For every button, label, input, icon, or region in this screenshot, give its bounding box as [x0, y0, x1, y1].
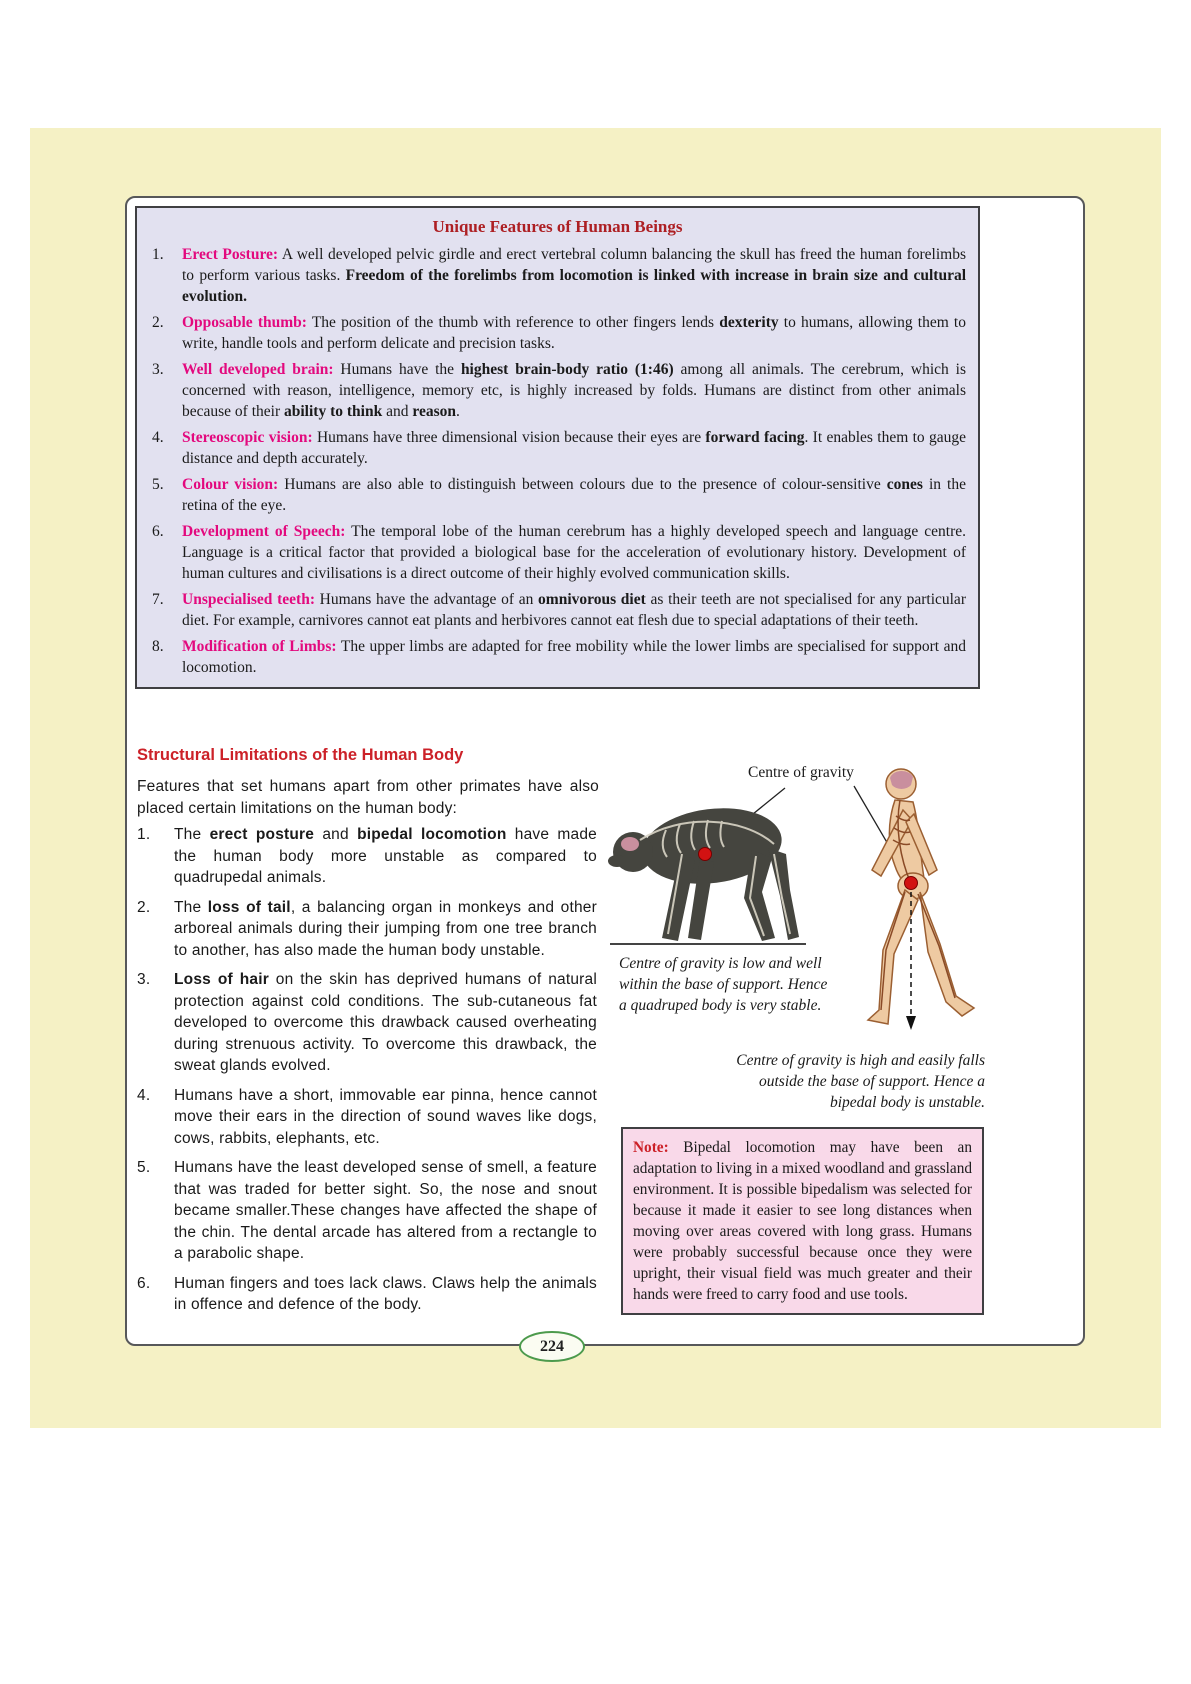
- structural-item: [137, 1157, 597, 1265]
- feature-text: [182, 474, 966, 516]
- feature-item: [149, 427, 966, 469]
- feature-number: 5.: [152, 476, 164, 493]
- feature-item: [149, 521, 966, 584]
- feature-text: [182, 427, 966, 469]
- feature-text: [182, 521, 966, 584]
- feature-item: [149, 359, 966, 422]
- feature-number: 8.: [152, 638, 164, 655]
- unique-features-box: [135, 206, 980, 689]
- feature-label: Colour vision:: [182, 476, 279, 493]
- human-brain: [890, 771, 913, 789]
- note-box: [621, 1127, 984, 1315]
- structural-text: The erect posture and bipedal locomotion have made the human body more unstable as compared to quadrupedal animals.: [174, 826, 597, 886]
- structural-text: Humans have the least developed sense of smell, a feature that was traded for better sight. So, the nose and snout became smaller.These changes have affected the shape of the chin. The dental arcade has altered from a rectangle to a parabolic shape.: [174, 1159, 597, 1262]
- note-text: Note: Bipedal locomotion may have been an adaptation to living in a mixed woodland and grassland environment. It is possible bipedalism was selected for because it made it easier to see long distances when moving over areas covered with long grass. Humans were probably successful because once they were upright, their visual field was much greater and their hands were freed to carry food and use tools.: [633, 1139, 973, 1303]
- structural-text: Humans have a short, immovable ear pinna, hence cannot move their ears in the direction of sound waves like dogs, cows, rabbits, elephants, etc.: [174, 1086, 597, 1147]
- structural-items-list: [137, 824, 597, 1324]
- structural-item: [137, 1085, 597, 1150]
- feature-text: [182, 589, 966, 631]
- structural-text: Loss of hair on the skin has deprived humans of natural protection against cold conditions. The sub-cutaneous fat developed to overcome this drawback caused overheating during strenuous activity. To overcome this drawback, the sweat glands evolved.: [174, 971, 597, 1074]
- structural-number: 1.: [137, 826, 151, 843]
- structural-number: 5.: [137, 1159, 151, 1176]
- feature-number: 2.: [152, 314, 164, 331]
- content-panel: [125, 196, 1085, 1346]
- feature-number: 4.: [152, 429, 164, 446]
- quadruped-skeleton-illustration: [608, 801, 806, 944]
- feature-body: The position of the thumb with reference to other fingers lends dexterity to humans, allowing them to write, handle tools and perform delicate and precision tasks.: [182, 314, 966, 352]
- structural-text: Human fingers and toes lack claws. Claws help the animals in offence and defence of the body.: [174, 1274, 597, 1313]
- feature-label: Erect Posture:: [182, 246, 279, 263]
- feature-label: Opposable thumb:: [182, 314, 307, 331]
- ape-brain: [621, 837, 639, 851]
- features-box-title: Unique Features of Human Beings: [432, 217, 683, 236]
- feature-body: Humans have the advantage of an omnivorous diet as their teeth are not specialised for any particular diet. For example, carnivores cannot eat plants and herbivores cannot eat flesh due to special adaptations of their teeth.: [182, 591, 966, 629]
- structural-text: The loss of tail, a balancing organ in monkeys and other arboreal animals during their jumping from one tree branch to another, has also made the human body unstable.: [174, 898, 597, 959]
- biped-skeleton-illustration: [868, 769, 974, 1030]
- structural-item: [137, 897, 597, 962]
- feature-text: [182, 312, 966, 354]
- feature-text: [182, 636, 966, 678]
- feature-body: Humans have three dimensional vision because their eyes are forward facing. It enables them to gauge distance and depth accurately.: [182, 429, 967, 467]
- feature-body: The upper limbs are adapted for free mobility while the lower limbs are specialised for support and locomotion.: [182, 638, 966, 676]
- structural-limitations-heading: Structural Limitations of the Human Body: [137, 746, 464, 764]
- feature-label: Well developed brain:: [182, 361, 334, 378]
- feature-item: [149, 636, 966, 678]
- feature-label: Modification of Limbs:: [182, 638, 337, 655]
- feature-item: [149, 589, 966, 631]
- structural-number: 6.: [137, 1274, 151, 1292]
- structural-intro: Features that set humans apart from other primates have also placed certain limitations on the human body:: [137, 778, 599, 817]
- feature-label: Development of Speech:: [182, 523, 346, 540]
- centre-of-gravity-label: Centre of gravity: [748, 764, 854, 781]
- feature-item: [149, 474, 966, 516]
- page-number: 224: [540, 1337, 564, 1355]
- feature-label: Unspecialised teeth:: [182, 591, 315, 608]
- structural-number: 4.: [137, 1086, 151, 1104]
- feature-item: [149, 312, 966, 354]
- quadruped-caption: Centre of gravity is low and well within the base of support. Hence a quadruped body is very stable.: [619, 955, 828, 1014]
- feature-body: Humans have the highest brain-body ratio (1:46) among all animals. The cerebrum, which is concerned with reason, intelligence, memory etc, is highly increased by folds. Humans are distinct from other animals because of their ability to think and reason.: [182, 361, 966, 420]
- centre-of-gravity-dot-quadruped: [699, 848, 712, 861]
- feature-item: [149, 244, 966, 307]
- structural-item: [137, 1273, 597, 1316]
- feature-body: The temporal lobe of the human cerebrum has a highly developed speech and language centre. Language is a critical factor that provided a biological base for the acceleration of evolutionary history. Development of human cultures and civilisations is a direct outcome of their highly evolved communication skills.: [182, 523, 966, 582]
- feature-number: 7.: [152, 591, 164, 608]
- feature-body: Humans are also able to distinguish between colours due to the presence of colour-sensitive cones in the retina of the eye.: [182, 476, 966, 514]
- structural-item: [137, 969, 597, 1077]
- structural-item: [137, 824, 597, 889]
- feature-number: 1.: [152, 246, 164, 263]
- structural-number: 3.: [137, 971, 151, 988]
- feature-body: A well developed pelvic girdle and erect vertebral column balancing the skull has freed the human forelimbs to perform various tasks. Freedom of the forelimbs from locomotion is linked with increase in brain size and cultural evolution.: [182, 246, 967, 305]
- biped-caption: Centre of gravity is high and easily falls outside the base of support. Hence a bipedal body is unstable.: [736, 1052, 985, 1111]
- feature-number: 3.: [152, 361, 164, 378]
- feature-text: [182, 244, 966, 307]
- feature-text: [182, 359, 966, 422]
- structural-number: 2.: [137, 898, 151, 916]
- feature-label: Stereoscopic vision:: [182, 429, 313, 446]
- centre-of-gravity-dot-biped: [905, 877, 918, 890]
- page-number-badge: [519, 1331, 585, 1362]
- feature-number: 6.: [152, 523, 164, 540]
